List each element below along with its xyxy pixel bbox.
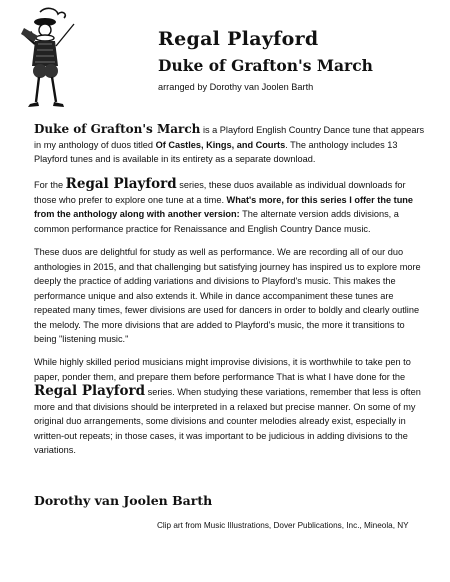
arranged-by: arranged by Dorothy van Joolen Barth xyxy=(158,82,314,92)
page-subtitle: Duke of Grafton's March xyxy=(158,56,373,75)
series-lead: For the xyxy=(34,180,66,190)
series-name: Regal Playford xyxy=(65,176,177,192)
clip-art-credit: Clip art from Music Illustrations, Dover Publications, Inc., Mineola, NY xyxy=(157,521,409,530)
intro-paragraph xyxy=(34,122,426,167)
signature: Dorothy van Joolen Barth xyxy=(34,493,213,508)
delight-paragraph: These duos are delightful for study as well as performance. We are recording all of our duo anthologies in 2015, and that challenging but satisfying journey has inspired us to explore more deeply the practice of adding variations and divisions to Playford's music. This makes the performance unique and also extends it. While in dance accompaniment these tunes are repeated many times, fewer divisions are used for dancers in order to boldly and clearly outline the melody. The more divisions that are added to Playford's music, the more it transitions to being "listening music." xyxy=(34,247,421,344)
series-paragraph xyxy=(34,177,426,236)
series-bold-sentence: What's more, for this series I offer the tune from the anthology along with another version: xyxy=(34,194,414,219)
intro-text-a: is a Playford English Country Dance tune that appears in my anthology of duos titled xyxy=(34,125,425,150)
divisions-series-name: Regal Playford xyxy=(34,383,146,399)
anthology-title: Of Castles, Kings, and Courts xyxy=(155,139,286,150)
series-text-b: The alternate version adds divisions, a common performance practice for Renaissance and English Country Dance music. xyxy=(34,209,399,234)
series-text-a: series, these duos available as individual downloads for those who prefer to explore one tune at a time. xyxy=(34,180,406,205)
divisions-text-b: series. When studying these variations, remember that less is often more and that divisions should be interpreted in a relaxed but precise manner. On some of my original duo arrangements, some divisions and counter melodies already exist, especially in written-out repeats; in those cases, it was important to be judicious in adding divisions to the variations. xyxy=(34,387,421,455)
divisions-paragraph xyxy=(34,355,426,458)
musician-illustration xyxy=(18,6,78,112)
tune-name: Duke of Grafton's March xyxy=(34,122,201,136)
page-title: Regal Playford xyxy=(158,28,319,50)
intro-text-b: . The anthology includes 13 Playford tunes and is available in its entirety as a separate download. xyxy=(34,139,398,164)
divisions-text-a: While highly skilled period musicians might improvise divisions, it is worthwhile to take pen to paper, ponder them, and prepare them before performance That is what I have done for the xyxy=(34,357,411,382)
